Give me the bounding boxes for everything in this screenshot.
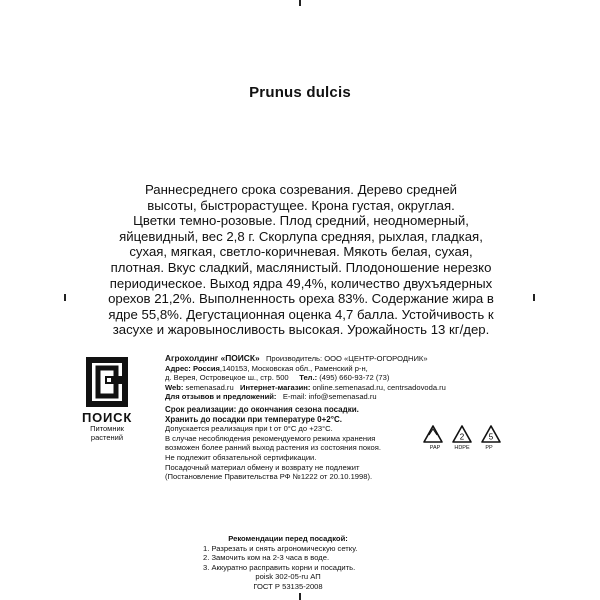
- description-line: периодическое. Выход ядра 49,4%, количество двухъядерных: [109, 275, 493, 291]
- poisk-logo: [68, 356, 146, 442]
- description-line: плотная. Вкус сладкий, маслянистый. Плодоношение нерезко: [110, 259, 492, 275]
- storage-note: Посадочный материал обмену и возврату не подлежит: [165, 462, 360, 472]
- shop-links[interactable]: online.semenasad.ru, centrsadovoda.ru: [312, 382, 446, 392]
- recycling-marks: [422, 424, 502, 451]
- sale-period: Срок реализации: до окончания сезона посадки.: [165, 404, 359, 414]
- recycle-hdpe-code: 2: [459, 432, 465, 442]
- logo-brand: ПОИСК: [81, 410, 133, 425]
- shop-label: Интернет-магазин:: [240, 382, 311, 392]
- address-label: Адрес:: [165, 363, 191, 373]
- crop-mark-top: [299, 0, 301, 6]
- address-text: д. Верея, Островецкое ш., стр. 500: [165, 373, 289, 383]
- description-line: высоты, быстрорастущее. Крона густая, округлая.: [147, 197, 455, 213]
- poisk-logo-icon: [85, 356, 129, 408]
- plant-description: [62, 182, 540, 338]
- address-country: Россия: [192, 363, 220, 373]
- holding-label: Агрохолдинг «ПОИСК»: [165, 353, 260, 363]
- web-label: Web:: [165, 382, 184, 392]
- recommendation-item: 1. Разрезать и снять агрономическую сетку.: [203, 543, 358, 553]
- storage-temperature: Хранить до посадки при температуре 0+2°C.: [165, 414, 342, 424]
- producer-text: Производитель: ООО «ЦЕНТР-ОГОРОДНИК»: [265, 354, 428, 363]
- recycle-label: HDPE: [454, 445, 470, 451]
- description-line: Раннесреднего срока созревания. Дерево средней: [144, 182, 458, 197]
- recycle-pp-icon: [480, 424, 502, 444]
- recycle-pap-icon: [422, 424, 444, 444]
- description-line: яйцевидный, вес 2,8 г. Скорлупа средняя, рыхлая, гладкая,: [119, 228, 483, 244]
- recycle-label: PP: [485, 445, 493, 451]
- recycle-label: PAP: [429, 445, 441, 451]
- web-link[interactable]: semenasad.ru: [185, 382, 234, 392]
- description-line: ядре 55,8%. Дегустационная оценка 4,7 балла. Устойчивость к: [108, 306, 494, 322]
- description-line: Цветки темно-розовые. Плод средний, неодномерный,: [133, 213, 469, 229]
- description-line: сухая, мягкая, светло-коричневая. Мякоть белая, сухая,: [129, 244, 473, 260]
- crop-mark-bottom: [299, 593, 301, 600]
- logo-tagline: Питомник: [90, 424, 124, 433]
- storage-note: В случае несоблюдения рекомендуемого режима хранения: [165, 433, 376, 443]
- recycle-pp-code: 5: [488, 432, 494, 442]
- recommendation-item: 3. Аккуратно расправить корни и посадить.: [203, 562, 356, 572]
- plant-title: Prunus dulcis: [249, 84, 351, 101]
- company-info: [165, 354, 495, 482]
- feedback-email[interactable]: E-mail: info@semenasad.ru: [282, 392, 377, 402]
- storage-note: Не подлежит обязательной сертификации.: [165, 452, 317, 462]
- product-code: poisk 302-05-ru АП: [255, 572, 321, 582]
- description-line: орехов 21,2%. Выполненность ореха 83%. Содержание жира в: [108, 291, 494, 307]
- logo-tagline: растений: [90, 432, 124, 442]
- storage-note: возможен более ранний выход растения из состояния покоя.: [165, 443, 381, 453]
- address-text: ,140153, Московская обл., Раменский р-н,: [219, 363, 368, 373]
- recommendations-heading: Рекомендации перед посадкой:: [228, 534, 348, 543]
- feedback-label: Для отзывов и предложений:: [165, 392, 277, 402]
- storage-note: (Постановление Правительства РФ №1222 от 20.10.1998).: [165, 472, 373, 482]
- recommendation-item: 2. Замочить ком на 2-3 часа в воде.: [203, 553, 330, 563]
- recycle-hdpe-icon: [451, 424, 473, 444]
- gost-standard: ГОСТ Р 53135-2008: [253, 581, 323, 591]
- phone-label: Тел.:: [299, 373, 318, 383]
- planting-recommendations: [165, 534, 411, 592]
- sale-allowed-temperature: Допускается реализация при t от 0°C до +23°C.: [165, 424, 333, 434]
- phone-number: (495) 660-93-72 (73): [319, 373, 390, 383]
- description-line: засухе и жаровыносливость высокая. Урожайность 13 кг/дер.: [112, 322, 490, 338]
